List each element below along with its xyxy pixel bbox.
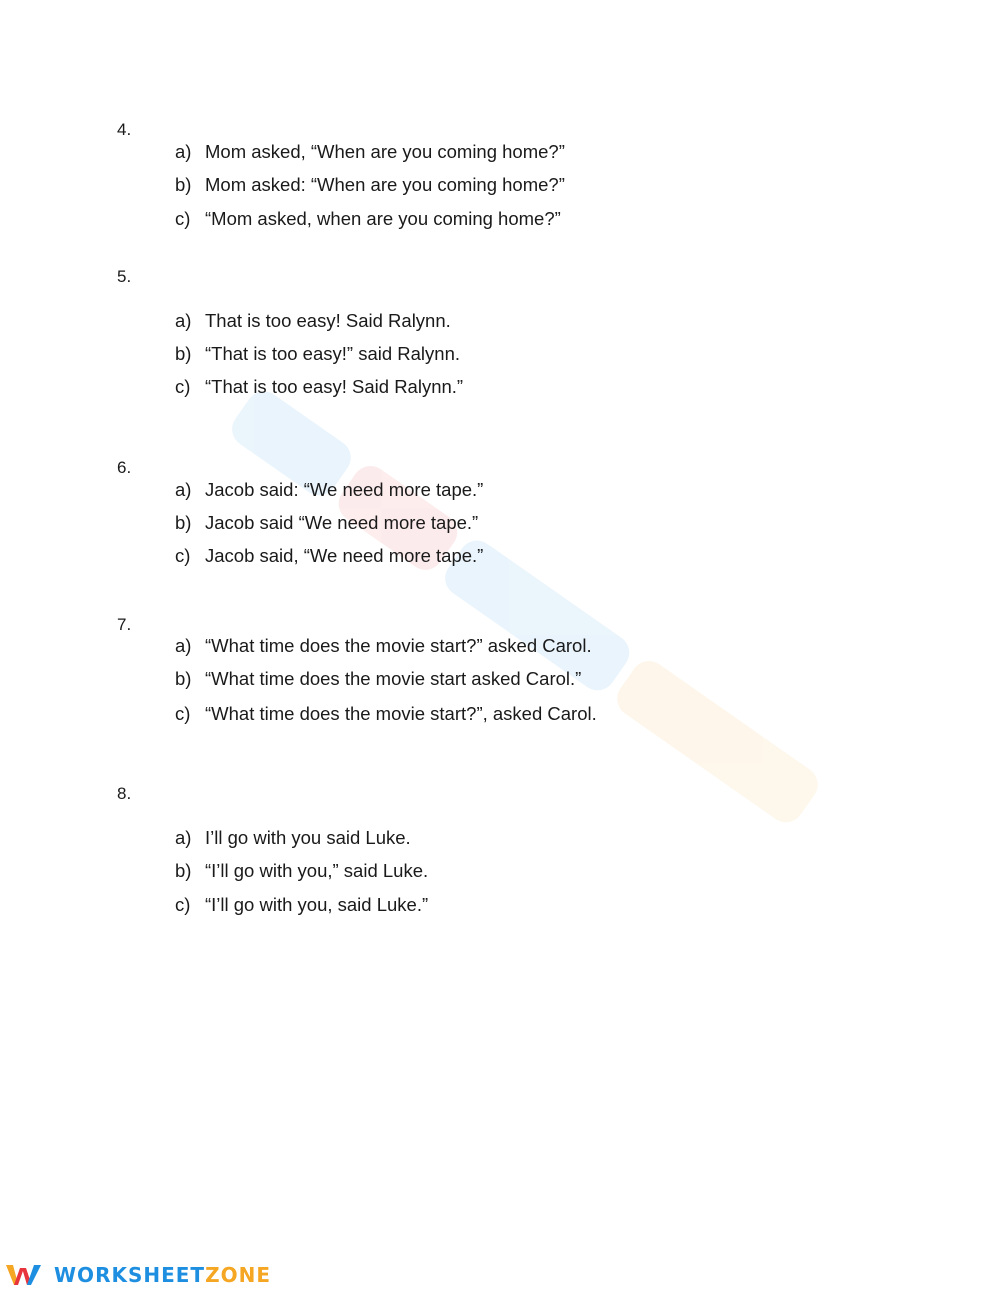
option-letter: c) [175,545,191,566]
option-letter: c) [175,894,191,915]
option-text: “I’ll go with you,” said Luke. [205,860,429,881]
option-text: Mom asked: “When are you coming home?” [205,174,565,195]
option-c[interactable] [175,376,463,398]
option-text: “What time does the movie start asked Carol.” [205,668,582,689]
option-text: I’ll go with you said Luke. [205,827,411,848]
option-text: “That is too easy! Said Ralynn.” [205,376,464,397]
option-text: Mom asked, “When are you coming home?” [205,141,565,162]
option-b[interactable] [175,860,428,882]
option-a[interactable] [175,827,411,849]
option-letter: b) [175,512,192,533]
brand-name-part1: WORKSHEET [54,1263,206,1287]
question-number: 4. [117,120,132,139]
question-number: 6. [117,458,132,477]
option-b[interactable] [175,512,478,534]
option-a[interactable] [175,141,565,163]
option-letter: c) [175,208,191,229]
option-letter: b) [175,860,192,881]
worksheetzone-logo[interactable] [6,1262,271,1288]
question-number: 5. [117,267,132,286]
option-text: “That is too easy!” said Ralynn. [205,343,460,364]
option-letter: c) [175,376,191,397]
option-text: Jacob said “We need more tape.” [205,512,479,533]
option-letter: a) [175,827,192,848]
option-a[interactable] [175,310,451,332]
option-a[interactable] [175,635,592,657]
option-text: “I’ll go with you, said Luke.” [205,894,429,915]
option-letter: b) [175,668,192,689]
option-text: “Mom asked, when are you coming home?” [205,208,561,229]
option-text: “What time does the movie start?”, asked Carol. [205,703,597,724]
option-letter: a) [175,141,192,162]
option-text: That is too easy! Said Ralynn. [205,310,451,331]
option-letter: a) [175,479,192,500]
w-logo-icon [6,1263,42,1287]
option-a[interactable] [175,479,483,501]
option-text: Jacob said, “We need more tape.” [205,545,484,566]
question-number: 8. [117,784,132,803]
option-text: Jacob said: “We need more tape.” [205,479,484,500]
brand-name-part2: ZONE [205,1263,271,1287]
option-c[interactable] [175,703,597,725]
option-b[interactable] [175,668,581,690]
option-letter: b) [175,343,192,364]
option-c[interactable] [175,894,428,916]
option-c[interactable] [175,208,561,230]
option-b[interactable] [175,174,565,196]
option-b[interactable] [175,343,460,365]
option-letter: a) [175,635,192,656]
option-letter: b) [175,174,192,195]
option-text: “What time does the movie start?” asked Carol. [205,635,592,656]
option-letter: a) [175,310,192,331]
option-letter: c) [175,703,191,724]
question-number: 7. [117,615,132,634]
option-c[interactable] [175,545,483,567]
